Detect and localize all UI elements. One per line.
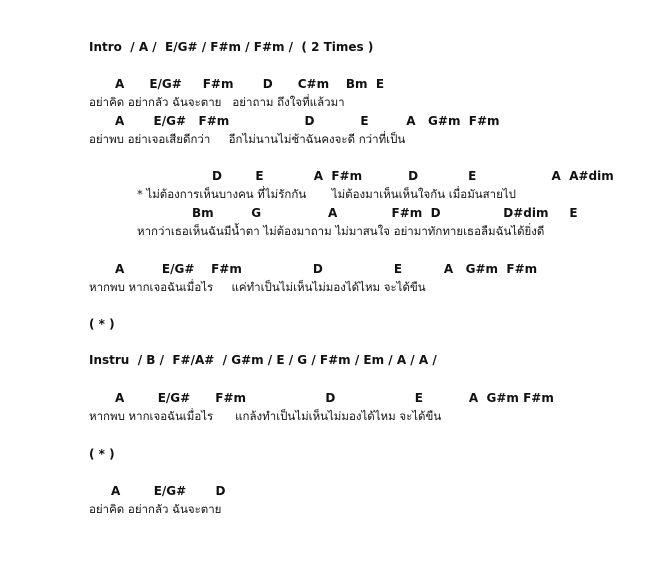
lyric-line: อย่าคิด อย่ากลัว ฉันจะตาย <box>89 502 222 516</box>
chord-line: D E A F#m D E A A#dim <box>212 169 614 183</box>
chord-line: A E/G# F#m D E A G#m F#m <box>115 391 554 405</box>
lyric-line: อย่าพบ อย่าเจอเสียดีกว่า อีกไม่นานไม่ช้าฉันคงจะดี กว่าที่เป็น <box>89 132 406 146</box>
chord-line: Bm G A F#m D D#dim E <box>192 206 578 220</box>
intro-line: Intro / A / E/G# / F#m / F#m / ( 2 Times ) <box>89 40 374 54</box>
lyric-line: หากพบ หากเจอฉันเมื่อไร แค่ทำเป็นไม่เห็นไม่มองได้ไหม จะได้ขืน <box>89 280 426 294</box>
lyric-line: หากว่าเธอเห็นฉันมีน้ำตา ไม่ต้องมาถาม ไม่มาสนใจ อย่ามาทักทายเธอลืมฉันได้ยิ่งดี <box>137 224 545 238</box>
lyric-line: * ไม่ต้องการเห็นบางคน ที่ไม่รักกัน ไม่ต้องมาเห็นเห็นใจกัน เมื่อมันสายไป <box>137 187 516 201</box>
chord-line: A E/G# F#m D E A G#m F#m <box>115 262 538 276</box>
lyric-line: หากพบ หากเจอฉันเมื่อไร แกล้งทำเป็นไม่เห็นไม่มองได้ไหม จะได้ขืน <box>89 409 442 423</box>
instrumental-line: Instru / B / F#/A# / G#m / E / G / F#m / Em / A / A / <box>89 353 437 367</box>
chord-line: A E/G# F#m D E A G#m F#m <box>115 114 500 128</box>
chord-line: A E/G# D <box>111 484 226 498</box>
chorus-repeat-marker: ( * ) <box>89 447 115 461</box>
lyric-line: อย่าคิด อย่ากลัว ฉันจะตาย อย่าถาม ถึงใจที่แล้วมา <box>89 95 345 109</box>
chorus-repeat-marker: ( * ) <box>89 317 115 331</box>
chord-line: A E/G# F#m D C#m Bm E <box>115 77 385 91</box>
